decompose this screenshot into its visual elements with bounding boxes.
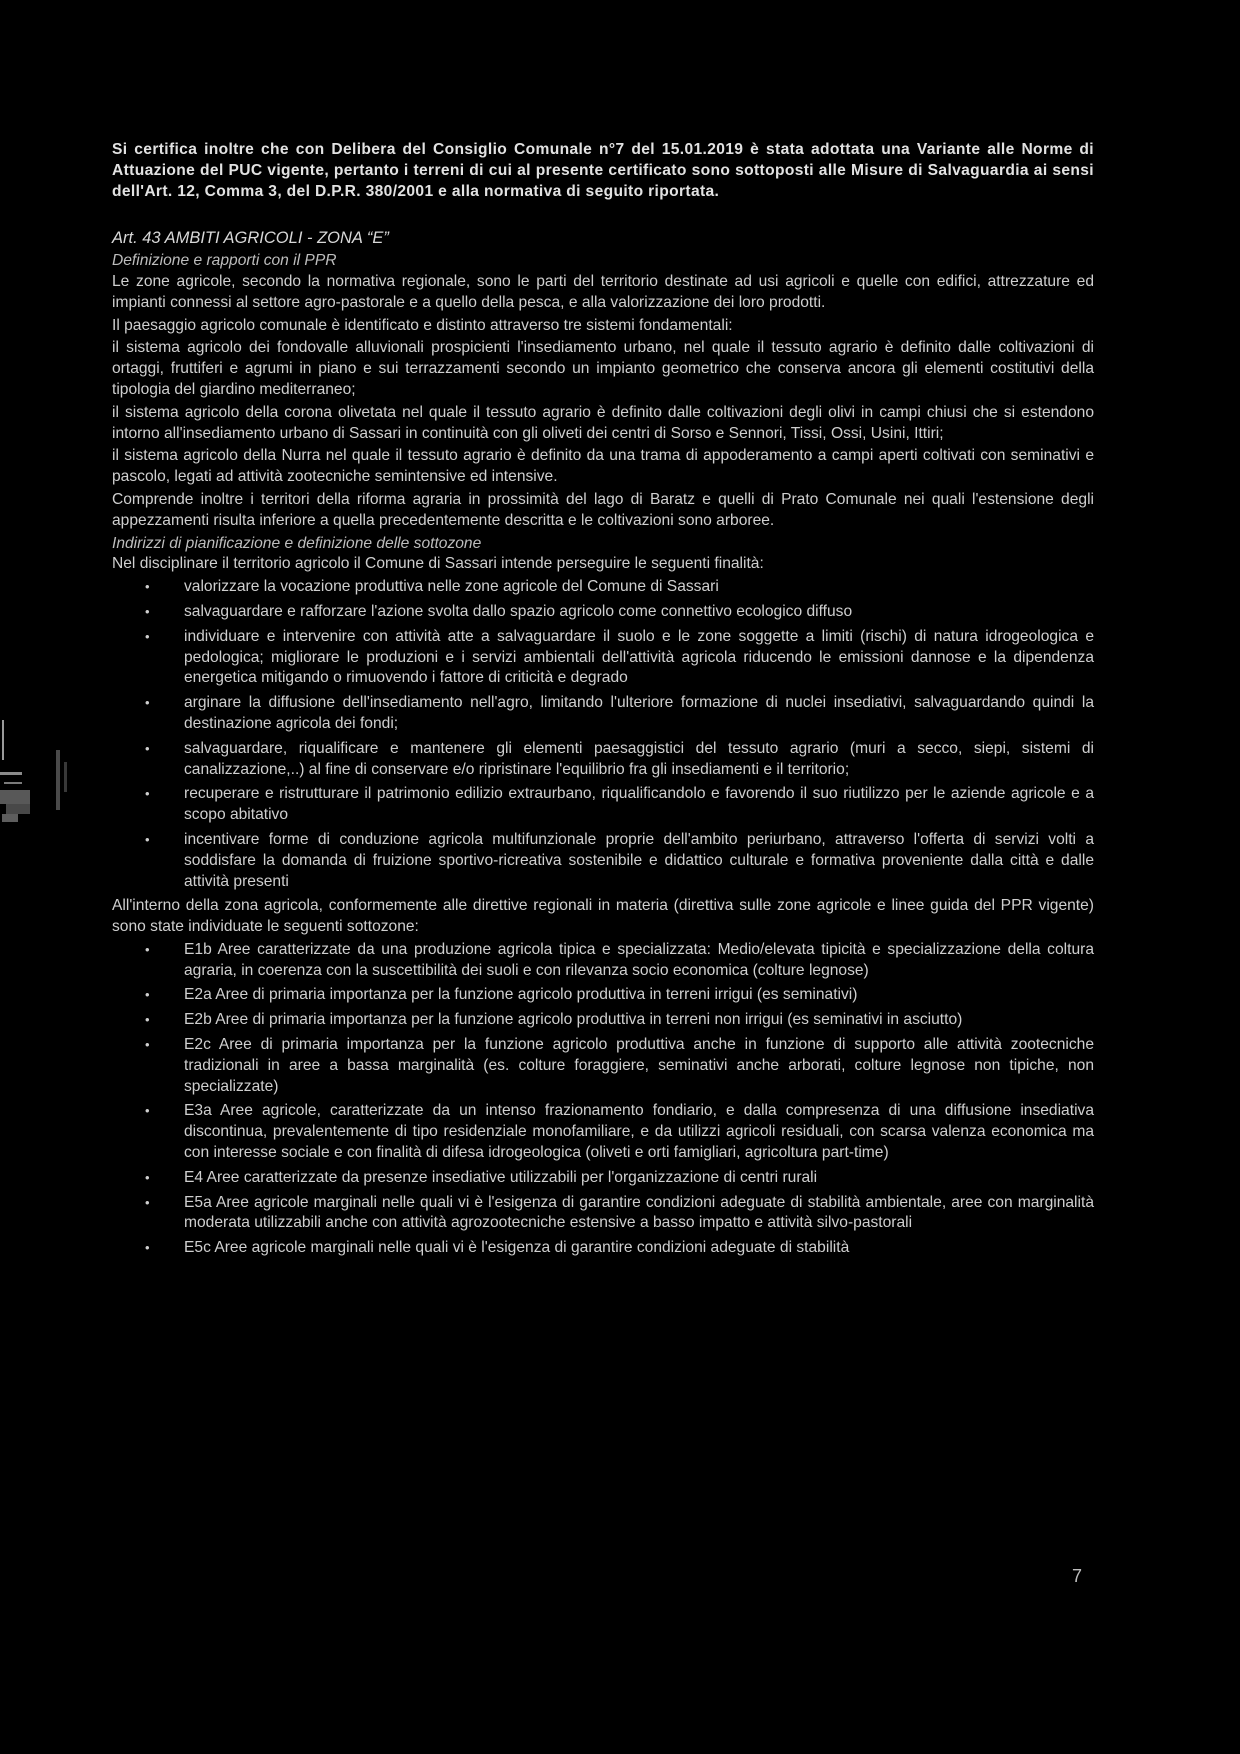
bullet-icon: • (145, 987, 150, 1003)
list-item-text: E3a Aree agricole, caratterizzate da un intenso frazionamento fondiario, e dalla compresenza di una diffusione insediativa discontinua, prevalentemente di tipo residenziale monofamiliare, e da utilizzi agricoli residuali, con scarsa valenza economica ma con interesse sociale e con finalità di difesa idrogeologica (oliveti e orti famigliari, agricoltura part-time) (184, 1102, 1094, 1162)
list-item-text: E5a Aree agricole marginali nelle quali vi è l'esigenza di garantire condizioni adeguate di stabilità ambientale, aree con marginalità moderata utilizzabili anche con attività agrozootecniche estensive a basso impatto e attività silvo-pastorali (184, 1193, 1094, 1232)
bullet-icon: • (145, 628, 150, 644)
body-paragraph: il sistema agricolo della corona olivetata nel quale il tessuto agrario è definito dalle coltivazioni degli olivi in campi chiusi che si estendono intorno all'insediamento urbano di Sassari in continuità con gli oliveti dei centri di Sorso e Sennori, Tissi, Ossi, Usini, Ittiri; (112, 403, 1094, 442)
bullet-icon: • (145, 740, 150, 756)
bullet-icon: • (145, 941, 150, 957)
list-item (112, 627, 1094, 689)
list-item-text: E2c Aree di primaria importanza per la funzione agricolo produttiva anche in funzione di supporto alle attività zootecniche tradizionali in aree a bassa marginalità (es. colture foraggiere, seminativi anche arborati, colture legnose non tipiche, non specializzate) (184, 1036, 1094, 1095)
bullet-icon: • (145, 1012, 150, 1028)
bullet-icon: • (145, 831, 150, 847)
list-item (112, 830, 1094, 892)
document-body (112, 140, 1094, 1263)
body-paragraph: Il paesaggio agricolo comunale è identificato e distinto attraverso tre sistemi fondamentali: (112, 316, 733, 334)
list-item (112, 739, 1094, 781)
list-item (112, 1101, 1094, 1163)
goals-list (112, 577, 1094, 892)
bullet-icon: • (145, 1240, 150, 1256)
body-paragraph: All'interno della zona agricola, conformemente alle direttive regionali in materia (direttiva sulle zone agricole e linee guida del PPR vigente) sono state individuate le seguenti sottozone: (112, 897, 1094, 936)
list-item-text: valorizzare la vocazione produttiva nelle zone agricole del Comune di Sassari (184, 578, 719, 596)
bullet-icon: • (145, 579, 150, 595)
body-paragraph: Comprende inoltre i territori della riforma agraria in prossimità del lago di Baratz e quelli di Prato Comunale nei quali l'estensione degli appezzamenti risulta inferiore a quella precedentemente descritta e le coltivazioni sono arboree. (112, 490, 1094, 529)
section-subheading: Indirizzi di pianificazione e definizione delle sottozone (112, 534, 482, 552)
list-item (112, 1010, 1094, 1031)
list-item-text: incentivare forme di conduzione agricola multifunzionale proprie dell'ambito periurbano, attraverso l'offerta di servizi volti a soddisfare la domanda di fruizione sportivo-ricreativa sostenibile e didattico culturale e formativa proveniente dalla città e dalle attività presenti (184, 830, 1094, 890)
list-item-text: individuare e intervenire con attività atte a salvaguardare il suolo e le zone soggette a limiti (rischi) di natura idrogeologica e pedologica; migliorare le produzioni e i servizi ambientali dell'attività agricola riducendo le emissioni dannose e la dipendenza energetica mitigando o rimuovendo i fattore di criticità e degrado (184, 627, 1094, 687)
body-paragraph: il sistema agricolo della Nurra nel quale il tessuto agrario è definito da una trama di appoderamento a campi aperti coltivati con seminativi e pascolo, legati ad attività zootecniche semintensive ed intensive. (112, 447, 1094, 486)
section-subheading: Definizione e rapporti con il PPR (112, 252, 337, 270)
list-item (112, 985, 1094, 1006)
list-item-text: salvaguardare, riqualificare e mantenere gli elementi paesaggistici del tessuto agrario (muri a secco, siepi, sistemi di canalizzazione,..) al fine di conservare e/o ripristinare l'equilibrio fra gli insediamenti e il territorio; (184, 739, 1094, 778)
list-item-text: salvaguardare e rafforzare l'azione svolta dallo spazio agricolo come connettivo ecologico diffuso (184, 602, 853, 620)
list-item (112, 1035, 1094, 1097)
body-paragraph: Nel disciplinare il territorio agricolo il Comune di Sassari intende perseguire le seguenti finalità: (112, 555, 764, 573)
bullet-icon: • (145, 786, 150, 802)
bullet-icon: • (145, 603, 150, 619)
list-item-text: arginare la diffusione dell'insediamento nell'agro, limitando l'ulteriore formazione di nuclei insediativi, salvaguardando quindi la destinazione agricola dei fondi; (184, 694, 1094, 732)
list-item-text: E4 Aree caratterizzate da presenze insediative utilizzabili per l'organizzazione di centri rurali (184, 1168, 818, 1186)
bullet-icon: • (145, 695, 150, 711)
subzones-list (112, 940, 1094, 1259)
list-item-text: E2a Aree di primaria importanza per la funzione agricolo produttiva in terreni irrigui (es seminativi) (184, 986, 858, 1004)
list-item (112, 784, 1094, 826)
body-paragraph: Le zone agricole, secondo la normativa regionale, sono le parti del territorio destinate ad usi agricoli e quelle con edifici, attrezzature ed impianti connessi al settore agro-pastorale e a quello della pesca, e alla valorizzazione dei loro prodotti. (112, 272, 1094, 311)
list-item (112, 1168, 1094, 1189)
list-item (112, 1238, 1094, 1259)
list-item (112, 1193, 1094, 1235)
list-item (112, 693, 1094, 735)
list-item-text: E2b Aree di primaria importanza per la funzione agricolo produttiva in terreni non irrigui (es seminativi in asciutto) (184, 1011, 963, 1029)
body-paragraph: il sistema agricolo dei fondovalle alluvionali prospicienti l'insediamento urbano, nel quale il tessuto agrario è definito dalle coltivazioni di ortaggi, fruttiferi e agrumi in piano e sui terrazzamenti secondo un impianto geometrico che conserva ancora gli elementi costitutivi della tipologia del giardino mediterraneo; (112, 339, 1094, 398)
stamp-image (0, 690, 90, 860)
bullet-icon: • (145, 1037, 150, 1053)
intro-paragraph: Si certifica inoltre che con Delibera del Consiglio Comunale n°7 del 15.01.2019 è stata adottata una Variante alle Norme di Attuazione del PUC vigente, pertanto i terreni di cui al presente certificato sono sottoposti alle Misure di Salvaguardia ai sensi dell'Art. 12, Comma 3, del D.P.R. 380/2001 e alla normativa di seguito riportata. (112, 141, 1094, 200)
list-item (112, 602, 1094, 623)
list-item-text: E5c Aree agricole marginali nelle quali vi è l'esigenza di garantire condizioni adeguate di stabilità (184, 1239, 850, 1257)
bullet-icon: • (145, 1194, 150, 1210)
list-item-text: recuperare e ristrutturare il patrimonio edilizio extraurbano, riqualificandolo e favorendo il suo riutilizzo per le aziende agricole e a scopo abitativo (184, 785, 1094, 824)
list-item (112, 577, 1094, 598)
list-item-text: E1b Aree caratterizzate da una produzione agricola tipica e specializzata: Medio/elevata tipicità e specializzazione della coltura agraria, in coerenza con la suscettibilità dei suoli e con rilevanza socio economica (colture legnose) (184, 940, 1094, 979)
page-number: 7 (1072, 1566, 1083, 1586)
list-item (112, 940, 1094, 982)
article-title: Art. 43 AMBITI AGRICOLI - ZONA “E” (112, 229, 389, 248)
bullet-icon: • (145, 1103, 150, 1119)
bullet-icon: • (145, 1169, 150, 1185)
